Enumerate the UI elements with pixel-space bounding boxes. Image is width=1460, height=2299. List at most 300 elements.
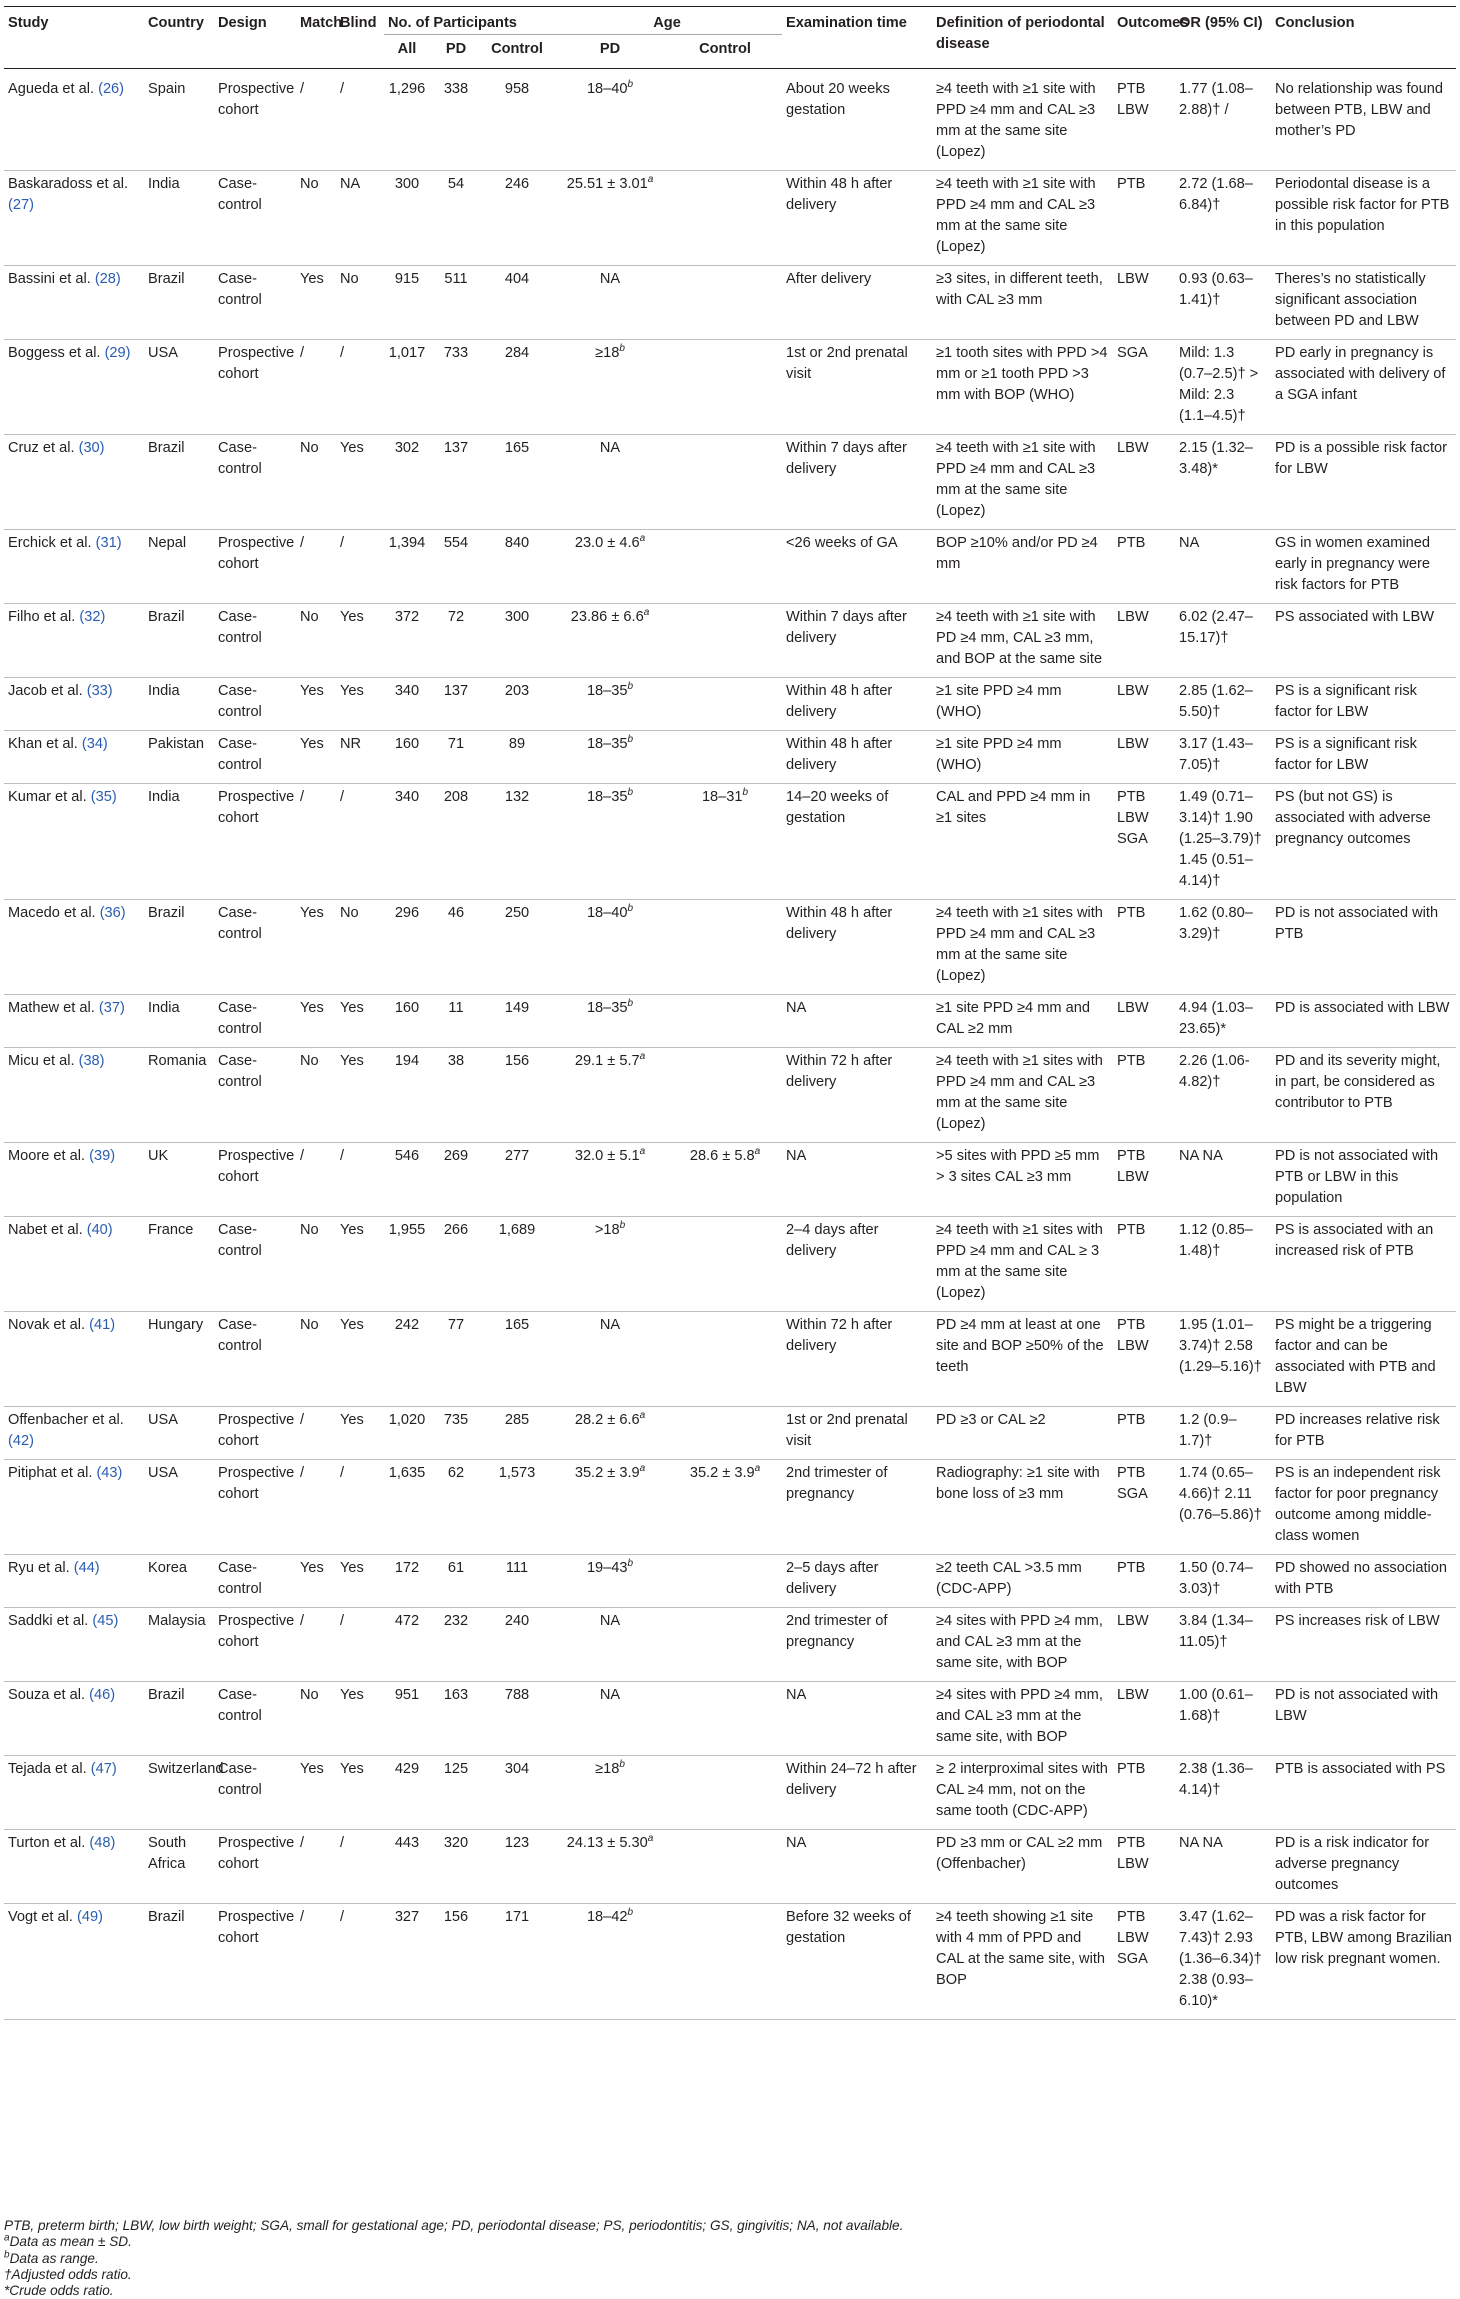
cell-outcomes: PTB LBW: [1113, 1312, 1175, 1407]
cell-definition: ≥4 teeth with ≥1 site with PD ≥4 mm, CAL ≥3 mm, and BOP at the same site: [932, 604, 1113, 678]
table-row: [4, 435, 1456, 530]
cell-age-control: 18–31$^b$: [668, 784, 782, 900]
cell-or: 1.2 (0.9–1.7)†: [1175, 1407, 1271, 1460]
cell-pd: 338: [430, 69, 482, 171]
cell-control: 246: [482, 171, 552, 266]
studies-table: [4, 6, 1456, 2020]
cell-design: Case-control: [214, 171, 296, 266]
cell-control: 111: [482, 1555, 552, 1608]
cell-pd: 62: [430, 1460, 482, 1555]
cell-design: Case-control: [214, 1756, 296, 1830]
cell-control: 284: [482, 340, 552, 435]
cell-outcomes: LBW: [1113, 1682, 1175, 1756]
cell-age-pd: 18–35$^b$: [552, 731, 668, 784]
cell-blind: Yes: [336, 604, 384, 678]
cell-control: 404: [482, 266, 552, 340]
cell-outcomes: PTB: [1113, 1217, 1175, 1312]
cell-exam: After delivery: [782, 266, 932, 340]
cell-country: Brazil: [144, 1682, 214, 1756]
cell-all: 340: [384, 678, 430, 731]
cell-all: 296: [384, 900, 430, 995]
reference-link[interactable]: (49): [76, 1909, 103, 1925]
reference-link[interactable]: (30): [78, 440, 105, 456]
cell-control: 958: [482, 69, 552, 171]
table-row: [4, 340, 1456, 435]
reference-link[interactable]: (40): [86, 1222, 113, 1238]
header-all: All: [384, 35, 430, 69]
header-country: Country: [144, 7, 214, 69]
cell-blind: Yes: [336, 995, 384, 1048]
cell-match: /: [296, 784, 336, 900]
cell-design: Case-control: [214, 995, 296, 1048]
reference-link[interactable]: (28): [94, 271, 121, 287]
cell-or: 6.02 (2.47–15.17)†: [1175, 604, 1271, 678]
cell-conclusion: PD was a risk factor for PTB, LBW among Brazilian low risk pregnant women.: [1271, 1904, 1456, 2020]
cell-definition: ≥4 teeth with ≥1 sites with PPD ≥4 mm and CAL ≥ 3 mm at the same site (Lopez): [932, 1217, 1113, 1312]
cell-design: Prospective cohort: [214, 784, 296, 900]
cell-blind: Yes: [336, 1682, 384, 1756]
cell-control: 156: [482, 1048, 552, 1143]
cell-design: Case-control: [214, 1217, 296, 1312]
cell-design: Case-control: [214, 1312, 296, 1407]
cell-match: /: [296, 1608, 336, 1682]
cell-definition: ≥4 teeth showing ≥1 site with 4 mm of PPD and CAL at the same site, with BOP: [932, 1904, 1113, 2020]
cell-pd: 72: [430, 604, 482, 678]
reference-link[interactable]: (42): [8, 1433, 34, 1449]
cell-conclusion: PD increases relative risk for PTB: [1271, 1407, 1456, 1460]
cell-age-control: [668, 171, 782, 266]
reference-link[interactable]: (38): [78, 1053, 105, 1069]
header-age-control: Control: [668, 35, 782, 69]
reference-link[interactable]: (29): [104, 345, 131, 361]
cell-control: 123: [482, 1830, 552, 1904]
cell-blind: Yes: [336, 435, 384, 530]
table-row: [4, 1608, 1456, 1682]
table-row: [4, 171, 1456, 266]
cell-or: 1.62 (0.80–3.29)†: [1175, 900, 1271, 995]
cell-or: 4.94 (1.03–23.65)*: [1175, 995, 1271, 1048]
cell-control: 171: [482, 1904, 552, 2020]
cell-control: 840: [482, 530, 552, 604]
table-row: [4, 1830, 1456, 1904]
cell-conclusion: PD is a risk indicator for adverse pregnancy outcomes: [1271, 1830, 1456, 1904]
cell-match: /: [296, 1830, 336, 1904]
header-conclusion: Conclusion: [1271, 7, 1456, 69]
cell-age-control: [668, 530, 782, 604]
footnote-b: $^b$Data as range.: [4, 2249, 99, 2266]
cell-match: Yes: [296, 900, 336, 995]
cell-study: Novak et al. (41): [4, 1312, 144, 1407]
cell-match: Yes: [296, 678, 336, 731]
cell-match: Yes: [296, 1756, 336, 1830]
cell-blind: Yes: [336, 1756, 384, 1830]
reference-link[interactable]: (43): [96, 1465, 123, 1481]
cell-study: Khan et al. (34): [4, 731, 144, 784]
table-row: [4, 1143, 1456, 1217]
cell-or: 2.15 (1.32–3.48)*: [1175, 435, 1271, 530]
cell-or: 1.12 (0.85–1.48)†: [1175, 1217, 1271, 1312]
cell-or: 1.95 (1.01–3.74)† 2.58 (1.29–5.16)†: [1175, 1312, 1271, 1407]
cell-design: Case-control: [214, 1048, 296, 1143]
cell-conclusion: PS is a significant risk factor for LBW: [1271, 678, 1456, 731]
cell-conclusion: PS increases risk of LBW: [1271, 1608, 1456, 1682]
reference-link[interactable]: (34): [81, 736, 108, 752]
cell-age-pd: 18–35$^b$: [552, 995, 668, 1048]
reference-link[interactable]: (48): [89, 1835, 116, 1851]
cell-match: /: [296, 69, 336, 171]
cell-exam: Within 7 days after delivery: [782, 604, 932, 678]
cell-country: Nepal: [144, 530, 214, 604]
cell-outcomes: PTB: [1113, 900, 1175, 995]
reference-link[interactable]: (32): [79, 609, 106, 625]
cell-conclusion: PD showed no association with PTB: [1271, 1555, 1456, 1608]
cell-control: 277: [482, 1143, 552, 1217]
cell-age-control: [668, 1608, 782, 1682]
cell-control: 240: [482, 1608, 552, 1682]
cell-exam: 2nd trimester of pregnancy: [782, 1460, 932, 1555]
cell-conclusion: PS might be a triggering factor and can be associated with PTB and LBW: [1271, 1312, 1456, 1407]
cell-blind: /: [336, 1143, 384, 1217]
cell-age-pd: $\ge 18^b$: [552, 1756, 668, 1830]
cell-or: 2.72 (1.68–6.84)†: [1175, 171, 1271, 266]
cell-all: 429: [384, 1756, 430, 1830]
cell-design: Case-control: [214, 435, 296, 530]
header-design: Design: [214, 7, 296, 69]
cell-pd: 77: [430, 1312, 482, 1407]
cell-age-control: 28.6 ± 5.8$^a$: [668, 1143, 782, 1217]
cell-age-pd: 29.1 ± 5.7$^a$: [552, 1048, 668, 1143]
reference-link[interactable]: (41): [89, 1317, 116, 1333]
reference-link[interactable]: (36): [99, 905, 126, 921]
cell-age-control: [668, 900, 782, 995]
cell-or: 3.47 (1.62–7.43)† 2.93 (1.36–6.34)† 2.38 (0.93–6.10)*: [1175, 1904, 1271, 2020]
cell-study: Mathew et al. (37): [4, 995, 144, 1048]
cell-outcomes: LBW: [1113, 1608, 1175, 1682]
cell-or: 1.00 (0.61–1.68)†: [1175, 1682, 1271, 1756]
cell-age-pd: 23.86 ± 6.6$^a$: [552, 604, 668, 678]
reference-link[interactable]: (44): [73, 1560, 100, 1576]
cell-definition: ≥4 teeth with ≥1 site with PPD ≥4 mm and CAL ≥3 mm at the same site (Lopez): [932, 69, 1113, 171]
cell-design: Prospective cohort: [214, 340, 296, 435]
cell-or: 2.38 (1.36–4.14)†: [1175, 1756, 1271, 1830]
cell-country: Hungary: [144, 1312, 214, 1407]
cell-age-pd: 23.0 ± 4.6$^a$: [552, 530, 668, 604]
table-row: [4, 1460, 1456, 1555]
cell-exam: Within 7 days after delivery: [782, 435, 932, 530]
cell-match: /: [296, 340, 336, 435]
cell-all: 1,635: [384, 1460, 430, 1555]
cell-exam: NA: [782, 1830, 932, 1904]
table-row: [4, 1682, 1456, 1756]
cell-conclusion: PD is a possible risk factor for LBW: [1271, 435, 1456, 530]
cell-exam: 2–5 days after delivery: [782, 1555, 932, 1608]
cell-age-control: [668, 1312, 782, 1407]
cell-age-control: [668, 995, 782, 1048]
cell-conclusion: PD and its severity might, in part, be considered as contributor to PTB: [1271, 1048, 1456, 1143]
cell-outcomes: LBW: [1113, 678, 1175, 731]
cell-blind: /: [336, 784, 384, 900]
reference-link[interactable]: (33): [86, 683, 113, 699]
cell-blind: Yes: [336, 1048, 384, 1143]
reference-link[interactable]: (37): [98, 1000, 125, 1016]
cell-blind: Yes: [336, 1312, 384, 1407]
cell-conclusion: Periodontal disease is a possible risk factor for PTB in this population: [1271, 171, 1456, 266]
cell-or: 3.84 (1.34–11.05)†: [1175, 1608, 1271, 1682]
cell-conclusion: PS is associated with an increased risk of PTB: [1271, 1217, 1456, 1312]
cell-pd: 46: [430, 900, 482, 995]
cell-control: 132: [482, 784, 552, 900]
reference-link[interactable]: (47): [90, 1761, 117, 1777]
cell-outcomes: PTB LBW: [1113, 1143, 1175, 1217]
cell-definition: ≥2 teeth CAL >3.5 mm (CDC-APP): [932, 1555, 1113, 1608]
reference-link[interactable]: (39): [89, 1148, 116, 1164]
cell-study: Jacob et al. (33): [4, 678, 144, 731]
cell-outcomes: PTB LBW SGA: [1113, 1904, 1175, 2020]
cell-design: Prospective cohort: [214, 530, 296, 604]
reference-link[interactable]: (26): [98, 81, 125, 97]
cell-age-control: [668, 1756, 782, 1830]
cell-study: Filho et al. (32): [4, 604, 144, 678]
cell-all: 1,017: [384, 340, 430, 435]
cell-outcomes: PTB LBW SGA: [1113, 784, 1175, 900]
cell-conclusion: No relationship was found between PTB, LBW and mother’s PD: [1271, 69, 1456, 171]
cell-blind: Yes: [336, 1407, 384, 1460]
cell-age-control: [668, 604, 782, 678]
cell-or: 2.26 (1.06- 4.82)†: [1175, 1048, 1271, 1143]
header-pd: PD: [430, 35, 482, 69]
cell-country: Korea: [144, 1555, 214, 1608]
cell-all: 443: [384, 1830, 430, 1904]
table-row: [4, 1756, 1456, 1830]
cell-conclusion: Theres’s no statistically significant association between PD and LBW: [1271, 266, 1456, 340]
cell-match: /: [296, 1407, 336, 1460]
cell-exam: Before 32 weeks of gestation: [782, 1904, 932, 2020]
cell-design: Prospective cohort: [214, 1143, 296, 1217]
cell-exam: NA: [782, 995, 932, 1048]
footnotes: [4, 2218, 903, 2299]
cell-study: Boggess et al. (29): [4, 340, 144, 435]
table-row: [4, 1048, 1456, 1143]
cell-match: No: [296, 1312, 336, 1407]
cell-or: NA NA: [1175, 1830, 1271, 1904]
cell-definition: ≥ 2 interproximal sites with CAL ≥4 mm, not on the same tooth (CDC-APP): [932, 1756, 1113, 1830]
cell-pd: 208: [430, 784, 482, 900]
cell-age-pd: 28.2 ± 6.6$^a$: [552, 1407, 668, 1460]
cell-blind: Yes: [336, 678, 384, 731]
cell-exam: 2–4 days after delivery: [782, 1217, 932, 1312]
cell-country: Brazil: [144, 604, 214, 678]
cell-pd: 269: [430, 1143, 482, 1217]
cell-age-pd: 18–42$^b$: [552, 1904, 668, 2020]
cell-all: 160: [384, 731, 430, 784]
cell-all: 172: [384, 1555, 430, 1608]
cell-design: Case-control: [214, 266, 296, 340]
cell-pd: 232: [430, 1608, 482, 1682]
cell-definition: ≥4 teeth with ≥1 sites with PPD ≥4 mm and CAL ≥3 mm at the same site (Lopez): [932, 1048, 1113, 1143]
cell-match: No: [296, 171, 336, 266]
header-study: Study: [4, 7, 144, 69]
cell-match: No: [296, 1048, 336, 1143]
table-row: [4, 995, 1456, 1048]
cell-age-pd: $\ge 18^b$: [552, 340, 668, 435]
table-row: [4, 1407, 1456, 1460]
cell-age-pd: 18–40$^b$: [552, 69, 668, 171]
cell-control: 1,573: [482, 1460, 552, 1555]
cell-exam: 14–20 weeks of gestation: [782, 784, 932, 900]
cell-age-control: [668, 340, 782, 435]
header-exam: Examination time: [782, 7, 932, 69]
table-row: [4, 604, 1456, 678]
cell-study: Saddki et al. (45): [4, 1608, 144, 1682]
cell-country: India: [144, 678, 214, 731]
cell-all: 1,020: [384, 1407, 430, 1460]
cell-match: No: [296, 435, 336, 530]
cell-pd: 38: [430, 1048, 482, 1143]
reference-link[interactable]: (45): [92, 1613, 119, 1629]
cell-blind: /: [336, 530, 384, 604]
cell-design: Case-control: [214, 731, 296, 784]
cell-all: 194: [384, 1048, 430, 1143]
cell-control: 165: [482, 435, 552, 530]
cell-exam: 1st or 2nd prenatal visit: [782, 340, 932, 435]
cell-definition: ≥3 sites, in different teeth, with CAL ≥3 mm: [932, 266, 1113, 340]
cell-outcomes: LBW: [1113, 995, 1175, 1048]
cell-definition: ≥1 site PPD ≥4 mm (WHO): [932, 678, 1113, 731]
cell-definition: BOP ≥10% and/or PD ≥4 mm: [932, 530, 1113, 604]
table-row: [4, 1217, 1456, 1312]
cell-study: Kumar et al. (35): [4, 784, 144, 900]
cell-outcomes: LBW: [1113, 731, 1175, 784]
table-row: [4, 900, 1456, 995]
reference-link[interactable]: (35): [90, 789, 117, 805]
cell-study: Nabet et al. (40): [4, 1217, 144, 1312]
cell-definition: ≥1 site PPD ≥4 mm (WHO): [932, 731, 1113, 784]
cell-definition: ≥1 tooth sites with PPD >4 mm or ≥1 tooth PPD >3 mm with BOP (WHO): [932, 340, 1113, 435]
cell-all: 1,296: [384, 69, 430, 171]
cell-study: Baskaradoss et al. (27): [4, 171, 144, 266]
table-row: [4, 266, 1456, 340]
cell-pd: 61: [430, 1555, 482, 1608]
cell-country: Brazil: [144, 1904, 214, 2020]
cell-pd: 320: [430, 1830, 482, 1904]
cell-study: Offenbacher et al. (42): [4, 1407, 144, 1460]
cell-age-control: [668, 1904, 782, 2020]
cell-or: NA NA: [1175, 1143, 1271, 1217]
cell-outcomes: LBW: [1113, 266, 1175, 340]
reference-link[interactable]: (27): [8, 197, 34, 213]
cell-exam: Within 72 h after delivery: [782, 1048, 932, 1143]
cell-definition: CAL and PPD ≥4 mm in ≥1 sites: [932, 784, 1113, 900]
cell-design: Case-control: [214, 1555, 296, 1608]
cell-exam: Within 48 h after delivery: [782, 171, 932, 266]
cell-country: India: [144, 784, 214, 900]
footnote-dagger: †Adjusted odds ratio.: [4, 2266, 132, 2282]
cell-all: 915: [384, 266, 430, 340]
cell-study: Erchick et al. (31): [4, 530, 144, 604]
cell-country: Pakistan: [144, 731, 214, 784]
cell-design: Case-control: [214, 604, 296, 678]
cell-pd: 71: [430, 731, 482, 784]
cell-age-control: [668, 1048, 782, 1143]
cell-or: 1.49 (0.71–3.14)† 1.90 (1.25–3.79)† 1.45 (0.51–4.14)†: [1175, 784, 1271, 900]
cell-age-pd: NA: [552, 1682, 668, 1756]
cell-exam: NA: [782, 1682, 932, 1756]
cell-all: 1,955: [384, 1217, 430, 1312]
cell-outcomes: PTB: [1113, 171, 1175, 266]
cell-exam: Within 48 h after delivery: [782, 900, 932, 995]
cell-pd: 156: [430, 1904, 482, 2020]
cell-definition: ≥4 sites with PPD ≥4 mm, and CAL ≥3 mm at the same site, with BOP: [932, 1608, 1113, 1682]
cell-conclusion: PS associated with LBW: [1271, 604, 1456, 678]
cell-conclusion: GS in women examined early in pregnancy were risk factors for PTB: [1271, 530, 1456, 604]
cell-blind: No: [336, 266, 384, 340]
cell-country: Brazil: [144, 900, 214, 995]
cell-conclusion: PD is not associated with PTB or LBW in this population: [1271, 1143, 1456, 1217]
cell-conclusion: PD is associated with LBW: [1271, 995, 1456, 1048]
cell-country: Brazil: [144, 435, 214, 530]
cell-country: USA: [144, 1407, 214, 1460]
cell-all: 372: [384, 604, 430, 678]
cell-blind: Yes: [336, 1555, 384, 1608]
cell-study: Tejada et al. (47): [4, 1756, 144, 1830]
cell-all: 327: [384, 1904, 430, 2020]
cell-study: Ryu et al. (44): [4, 1555, 144, 1608]
cell-study: Micu et al. (38): [4, 1048, 144, 1143]
cell-outcomes: PTB: [1113, 1407, 1175, 1460]
cell-control: 300: [482, 604, 552, 678]
cell-pd: 125: [430, 1756, 482, 1830]
cell-design: Case-control: [214, 678, 296, 731]
cell-all: 472: [384, 1608, 430, 1682]
table-row: [4, 678, 1456, 731]
cell-age-pd: 19–43$^b$: [552, 1555, 668, 1608]
cell-exam: <26 weeks of GA: [782, 530, 932, 604]
cell-exam: Within 48 h after delivery: [782, 678, 932, 731]
cell-exam: Within 48 h after delivery: [782, 731, 932, 784]
reference-link[interactable]: (46): [89, 1687, 116, 1703]
cell-age-pd: NA: [552, 1608, 668, 1682]
cell-outcomes: LBW: [1113, 435, 1175, 530]
footnote-a: $^a$Data as mean ± SD.: [4, 2232, 132, 2250]
cell-age-pd: 18–40$^b$: [552, 900, 668, 995]
cell-definition: PD ≥3 mm or CAL ≥2 mm (Offenbacher): [932, 1830, 1113, 1904]
cell-pd: 511: [430, 266, 482, 340]
cell-blind: /: [336, 69, 384, 171]
cell-study: Pitiphat et al. (43): [4, 1460, 144, 1555]
cell-country: India: [144, 995, 214, 1048]
cell-outcomes: PTB SGA: [1113, 1460, 1175, 1555]
cell-pd: 733: [430, 340, 482, 435]
cell-exam: NA: [782, 1143, 932, 1217]
cell-match: /: [296, 530, 336, 604]
cell-study: Vogt et al. (49): [4, 1904, 144, 2020]
table-row: [4, 1312, 1456, 1407]
cell-match: /: [296, 1143, 336, 1217]
cell-country: South Africa: [144, 1830, 214, 1904]
cell-outcomes: PTB: [1113, 1756, 1175, 1830]
reference-link[interactable]: (31): [95, 535, 122, 551]
cell-study: Turton et al. (48): [4, 1830, 144, 1904]
cell-country: USA: [144, 1460, 214, 1555]
cell-conclusion: PS (but not GS) is associated with adverse pregnancy outcomes: [1271, 784, 1456, 900]
cell-match: Yes: [296, 1555, 336, 1608]
cell-all: 340: [384, 784, 430, 900]
cell-age-pd: NA: [552, 266, 668, 340]
cell-age-control: [668, 1830, 782, 1904]
cell-control: 304: [482, 1756, 552, 1830]
cell-definition: PD ≥4 mm at least at one site and BOP ≥50% of the teeth: [932, 1312, 1113, 1407]
cell-match: No: [296, 604, 336, 678]
